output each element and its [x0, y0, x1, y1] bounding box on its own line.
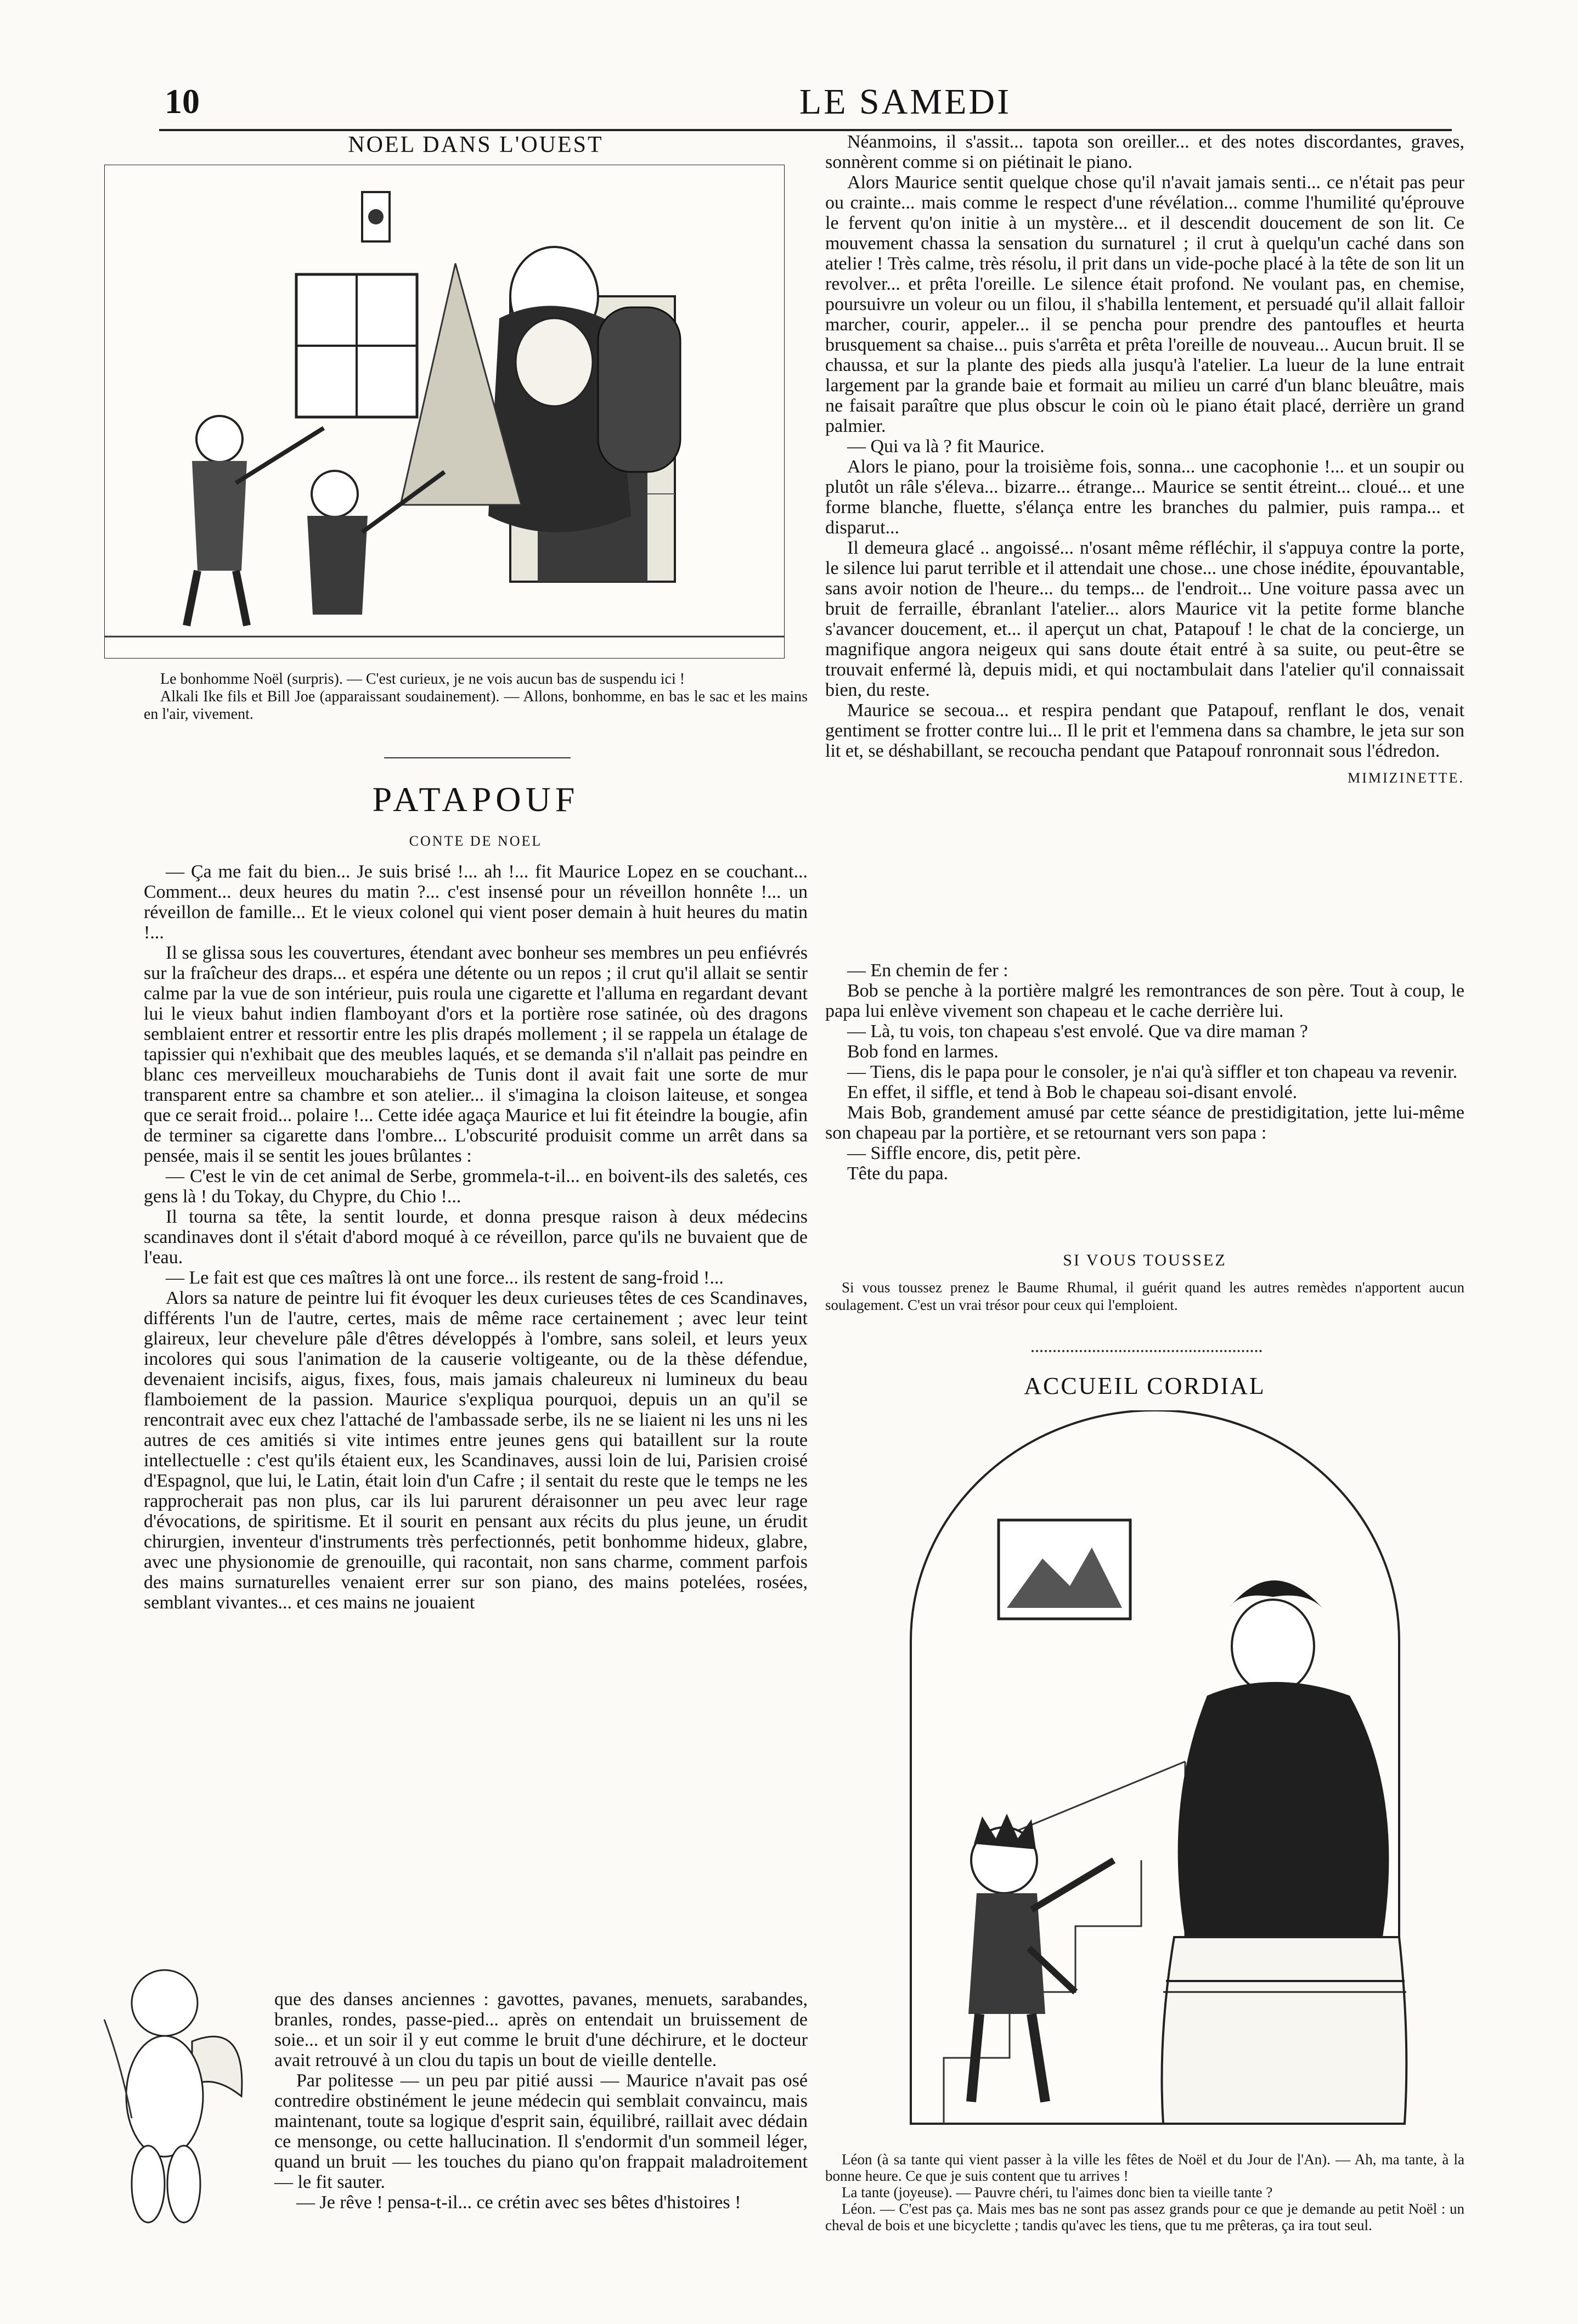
paragraph: Il se glissa sous les couvertures, étendant avec bonheur ses membres un peu enfiévrés sur la fraîcheur des draps... et espéra une détente ou un repos ; il crut qu'il allait se sentir calme par la vue de son intérieur, puis roula une cigarette et l'alluma en regardant devant lui le vieux bahut indien flamboyant d'ors et la portière rose satinée, où des dragons semblaient entrer et ressortir entre les plis drapés mollement ; il se rappela un étalage de tapissier qui n'exhibait que des meubles laqués, et se demanda s'il n'allait pas peindre en blanc ces merveilleux moucharabiehs de Tunis dont il avait fait une sorte de mur transparent entre sa chambre et son atelier... il s'imagina la cloison laiteuse, et songea que ce serait froid... polaire !... Cette idée agaça Maurice et lui fit éteindre la bougie, afin de terminer sa cigarette dans l'ombre... L'obscurité produisit comme un arrêt dans sa pensée, mais il se sentit les joues brûlantes :: [144, 943, 808, 1166]
chemin-de-fer-anecdote: [825, 960, 1464, 1184]
patapouf-column-1: [144, 862, 808, 1613]
paragraph: Tête du papa.: [847, 1163, 949, 1184]
paragraph: Alors Maurice sentit quelque chose qu'il n'avait jamais senti... ce n'était pas peur ou crainte... mais comme le respect d'une révélation... comme l'humilité qu'éprouve le fervent qu'on initie à un mystère... et il descendit doucement de son lit. Ce mouvement chassa la sensation du surnaturel ; il crut à quelqu'un caché dans son atelier ! Très calme, très résolu, il prit dans un vide-poche placé à la tête de son lit un revolver... et prêta l'oreille. Le silence était profond. Ne voulant pas, en chemise, poursuivre un voleur ou un filou, il s'habilla lentement, et persuadé qu'il allait falloir marcher, courir, appeler... il se pencha pour prendre des pantoufles et heurta brusquement sa chaise... puis s'arrêta et prêta l'oreille de nouveau... Aucun bruit. Il se chaussa, et sur la plante des pieds alla jusqu'à l'atelier. La lueur de la lune entrait largement par la grande baie et formait au milieu un carré d'un blanc bleuâtre, mais ne faisait paraître que plus obscur le coin où le piano était placé, derrière un grand palmier.: [825, 172, 1464, 436]
journal-title: LE SAMEDI: [799, 82, 1012, 122]
paragraph: — Je rêve ! pensa-t-il... ce crétin avec ses bêtes d'histoires !: [296, 2192, 741, 2213]
accueil-title: ACCUEIL CORDIAL: [1024, 1372, 1266, 1399]
noel-caption-1: Le bonhomme Noël (surpris). — C'est curieux, je ne vois aucun bas de suspendu ici !: [160, 671, 685, 688]
paragraph: Alors le piano, pour la troisième fois, sonna... une cacophonie !... et un soupir ou plutôt un râle s'éleva... bizarre... étrange... Maurice se sentit étreint... cloué... et une forme blanche, fluette, s'élança entre les branches du palmier, puis rampa... et disparut...: [825, 457, 1464, 538]
paragraph: En effet, il siffle, et tend à Bob le chapeau soi-disant envolé.: [847, 1082, 1298, 1102]
paragraph: Alors sa nature de peintre lui fit évoquer les deux curieuses têtes de ces Scandinaves, différents l'un de l'autre, certes, mais de même race certainement ; avec leur teint glaireux, leur chevelure pâle d'êtres développés à l'ombre, sans soleil, et leurs yeux incolores qui sous l'animation de la causerie voltigeante, ou de la thèse défendue, devenaient incisifs, aigus, fixes, fous, mais jamais chaleureux ni lumineux du beau flamboiement de la passion. Maurice s'expliqua pourquoi, depuis un an qu'il se rencontrait avec eux chez l'attaché de l'ambassade serbe, ils ne se liaient ni les uns ni les autres de ces amitiés si vite intimes entre jeunes gens qui bataillent sur la route intellectuelle : c'est qu'ils étaient eux, les Scandinaves, aussi loin de lui, Parisien croisé d'Espagnol, que lui, le Latin, était loin d'un Cafre ; il sentait du reste que le temps ne les rapprocherait pas non plus, car ils lui parurent déraisonner un peu avec leur rage d'évocations, de spiritisme. Et il sourit en pensant aux récits du plus jeune, un érudit chirurgien, inventeur d'instruments très perfectionnés, petit bonhomme hideux, glabre, avec une physionomie de grenouille, qui racontait, non sans charme, comment parfois des mains surnaturelles venaient errer sur son piano, des mains potelées, rosées, semblant vivantes... et ces mains ne jouaient: [144, 1288, 808, 1613]
paragraph: Bob fond en larmes.: [847, 1042, 999, 1062]
noel-caption: [144, 671, 808, 723]
paragraph: Maurice se secoua... et respira pendant que Patapouf, renflant le dos, venait gentiment se frotter contre lui... Il le prit et l'emmena dans sa chambre, le jeta sur son lit et, se déshabillant, se recoucha pendant que Patapouf ronronnait sous l'édredon.: [825, 700, 1464, 761]
paragraph: que des danses anciennes : gavottes, pavanes, menuets, sarabandes, branles, rondes, passe-pied... après on entendait un bruissement de soie... et un soir il y eut comme le bruit d'une déchirure, et le docteur avait retrouvé à un clou du tapis un bout de vieille dentelle.: [274, 1989, 808, 2070]
noel-caption-2: Alkali Ike fils et Bill Joe (apparaissant soudainement). — Allons, bonhomme, en bas le sac et les mains en l'air, vivement.: [144, 688, 808, 723]
caption-line: Léon. — C'est pas ça. Mais mes bas ne sont pas assez grands pour ce que je demande au petit Noël : un cheval de bois et une bicyclette ; tandis qu'avec les tiens, que tu me prêteras, ça ira tout seul.: [825, 2201, 1464, 2233]
paragraph: Il tourna sa tête, la sentit lourde, et donna presque raison à deux médecins scandinaves dont il s'était d'abord moqué à ce réveillon, parce qu'ils ne buvaient que de l'eau.: [144, 1207, 808, 1268]
patapouf-column-1-wrap: [274, 1989, 808, 2213]
patapouf-subtitle: CONTE DE NOEL: [409, 833, 543, 849]
header-rule: [159, 129, 1452, 131]
cherub-illustration: [88, 1954, 252, 2228]
paragraph: Par politesse — un peu par pitié aussi — Maurice n'avait pas osé contredire obstinément le jeune médecin qui semblait convaincu, mais maintenant, toute sa logique d'esprit sain, équilibré, raillait avec dédain ce mensonge, ou cette hallucination. Il s'endormit d'un sommeil léger, quand un bruit — les touches du piano qu'on frappait maladroitement — le fit sauter.: [274, 2070, 808, 2192]
caption-line: La tante (joyeuse). — Pauvre chéri, tu l'aimes donc bien ta vieille tante ?: [842, 2184, 1273, 2201]
noel-illustration: [104, 165, 785, 659]
paragraph: — Le fait est que ces maîtres là ont une force... ils restent de sang-froid !...: [166, 1268, 724, 1288]
paragraph: Mais Bob, grandement amusé par cette séance de prestidigitation, jette lui-même son chapeau par la portière, et se retournant vers son papa :: [825, 1102, 1464, 1143]
section-divider: [384, 757, 571, 758]
paragraph: — Siffle encore, dis, petit père.: [847, 1143, 1081, 1163]
paragraph: — En chemin de fer :: [847, 960, 1008, 981]
paragraph: Il demeura glacé .. angoissé... n'osant même réfléchir, il s'appuya contre la porte, le silence lui parut terrible et il attendait une chose... une chose inédite, épouvantable, sans avoir notion de l'heure... du temps... de l'endroit... Une voiture passa avec un bruit de ferraille, ébranlant l'atelier... alors Maurice vit la petite forme blanche s'avancer doucement, et... il aperçut un chat, Patapouf ! le chat de la concierge, un magnifique angora neigeux qui sans doute était entré à sa suite, ou peut-être se trouvait enfermé là, depuis midi, et qui noctambulait dans l'atelier qu'il connaissait bien, du reste.: [825, 538, 1464, 700]
noel-title: NOEL DANS L'OUEST: [348, 132, 604, 157]
paragraph: Néanmoins, il s'assit... tapota son oreiller... et des notes discordantes, graves, sonnèrent comme si on piétinait le piano.: [825, 132, 1464, 172]
paragraph: — Là, tu vois, ton chapeau s'est envolé. Que va dire maman ?: [847, 1021, 1308, 1042]
accueil-illustration: [856, 1410, 1454, 2135]
paragraph: — Tiens, dis le papa pour le consoler, je n'ai qu'à siffler et ton chapeau va revenir.: [847, 1062, 1458, 1082]
caption-line: Léon (à sa tante qui vient passer à la ville les fêtes de Noël et du Jour de l'An). — Ah, ma tante, à la bonne heure. Ce que je suis content que tu arrives !: [825, 2151, 1464, 2184]
paragraph: Si vous toussez prenez le Baume Rhumal, il guérit quand les autres remèdes n'apportent aucun soulagement. C'est un vrai trésor pour ceux qui l'emploient.: [825, 1279, 1464, 1313]
toussez-title: SI VOUS TOUSSEZ: [1063, 1251, 1227, 1269]
toussez-text: [825, 1279, 1464, 1314]
patapouf-column-2: [825, 132, 1464, 788]
patapouf-title: PATAPOUF: [372, 780, 579, 819]
accueil-caption: [825, 2151, 1464, 2233]
signature: MIMIZINETTE.: [1348, 770, 1464, 786]
paragraph: Bob se penche à la portière malgré les remontrances de son père. Tout à coup, le papa lui enlève vivement son chapeau et le cache derrière lui.: [825, 981, 1464, 1021]
dotted-divider: [1032, 1350, 1262, 1352]
paragraph: — C'est le vin de cet animal de Serbe, grommela-t-il... en boivent-ils des saletés, ces gens là ! du Tokay, du Chypre, du Chio !...: [144, 1166, 808, 1207]
paragraph: — Ça me fait du bien... Je suis brisé !... ah !... fit Maurice Lopez en se couchant... Comment... deux heures du matin ?... c'est insensé pour un réveillon honnête !... un réveillon de famille... Et le vieux colonel qui vient poser demain à huit heures du matin !...: [144, 862, 808, 943]
paragraph: — Qui va là ? fit Maurice.: [847, 436, 1045, 457]
page-number: 10: [165, 82, 200, 121]
